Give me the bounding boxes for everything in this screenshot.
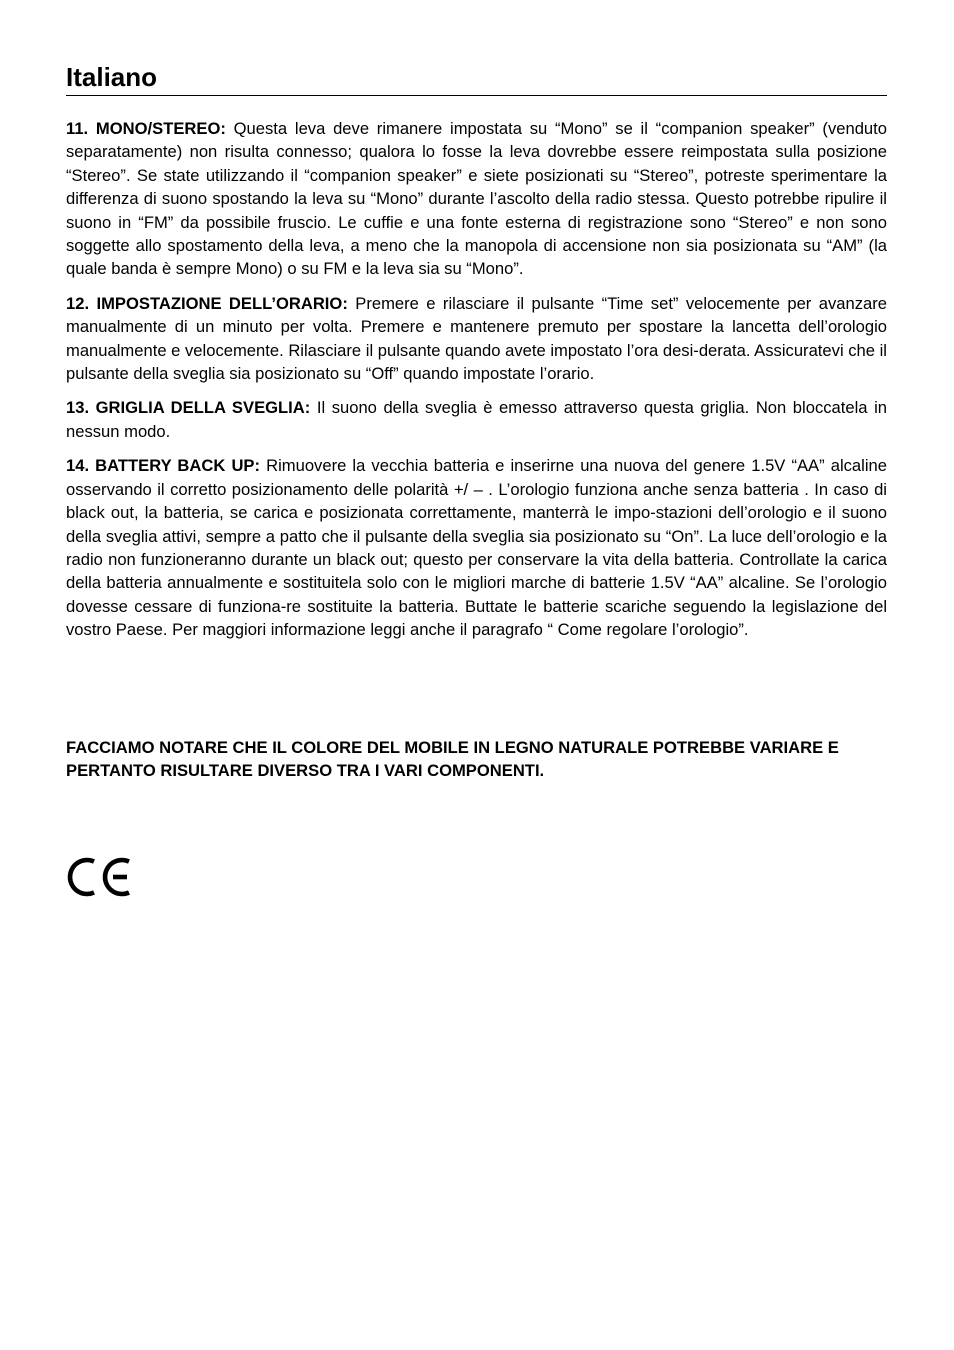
section-heading: 11. MONO/STEREO: [66, 119, 226, 138]
page-title: Italiano [66, 62, 158, 92]
ce-mark-icon [66, 853, 134, 901]
section-text: Rimuovere la vecchia batteria e inserirne una nuova del genere 1.5V “AA” alcaline osservando il corretto posizionamento delle polarità +/ – . L’orologio funziona anche senza batteria . In caso di black out, la batteria, se carica e posizionata correttamente, manterrà le impo-stazioni dell’orologio e il suono della sveglia attivi, sempre a patto che il pulsante della sveglia sia posizionato su “On”. La luce dell’orologio e la radio non funzioneranno durante un black out; questo per conservare la vita della batteria. Controllate la carica della batteria annualmente e sostituitela solo con le migliori marche di batterie 1.5V “AA” alcaline. Se l’orologio dovesse cessare di funziona-re sostituite la batteria. Buttate le batterie scariche seguendo la legislazione del vostro Paese. Per maggiori informazione leggi anche il paragrafo “ Come regolare l’orologio”. [66, 456, 887, 640]
title-divider [66, 95, 887, 96]
section-text: Questa leva deve rimanere impostata su “Mono” se il “companion speaker” (venduto separatamente) non risulta connesso; qualora lo fosse la leva dovrebbe essere reimpostata sulla posizione “Stereo”. Se state utilizzando il “companion speaker” e siete posizionati su “Stereo”, potreste sperimentare la differenza di suono spostando la leva su “Mono” durante l’ascolto della radio stessa. Questo potrebbe ripulire il suono in “FM” da possibile fruscio. Le cuffie e una fonte esterna di registrazione sono “Stereo” e non sono soggette allo spostamento della leva, a meno che la manopola di accensione non sia posizionata su “AM” (la quale banda è sempre Mono) o su FM e la leva sia su “Mono”. [66, 119, 887, 279]
section-mono-stereo [66, 117, 887, 281]
instructions-content [66, 117, 887, 653]
wood-color-notice: FACCIAMO NOTARE CHE IL COLORE DEL MOBILE IN LEGNO NATURALE POTREBBE VARIARE E PERTANTO RISULTARE DIVERSO TRA I VARI COMPONENTI. [66, 738, 839, 781]
section-time-setting [66, 292, 887, 386]
section-alarm-grille [66, 396, 887, 443]
section-battery-backup [66, 454, 887, 641]
section-text: Premere e rilasciare il pulsante “Time set” velocemente per avanzare manualmente di un minuto per volta. Premere e mantenere premuto per spostare la lancetta dell’orologio manualmente e velocemente. Rilasciare il pulsante quando avete impostato l’ora desi-derata. Assicuratevi che il pulsante della sveglia sia posizionato su “Off” quando impostate l’orario. [66, 293, 887, 384]
section-heading: 12. IMPOSTAZIONE DELL’ORARIO: [66, 293, 348, 313]
section-heading: 13. GRIGLIA DELLA SVEGLIA: [66, 398, 311, 418]
section-text: Il suono della sveglia è emesso attraverso questa griglia. Non bloccatela in nessun modo. [66, 398, 887, 441]
section-heading: 14. BATTERY BACK UP: [66, 456, 261, 476]
